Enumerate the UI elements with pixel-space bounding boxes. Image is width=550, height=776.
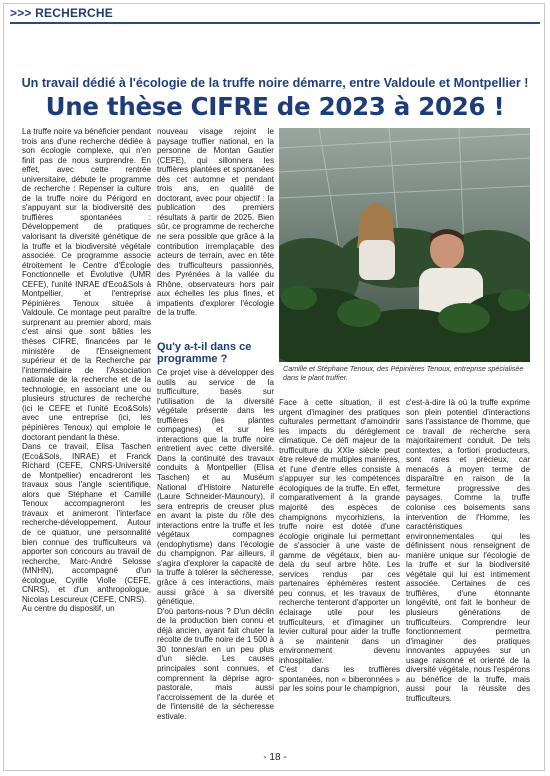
paragraph: c'est-à-dire là où la truffe exprime son plein potentiel d'interactions sans l'assistance de l'homme, que ce travail de recherche sera majoritairement conduit. De tels contextes, a fortiori producteurs, sont rares et précieux, car menacés à moyen terme de disparaître en raison de la fermeture progressive des paysages. Comme la truffe colonise ces boisements sans intervention de l'Homme, les caractéristiques environnementales qui les définissent nous renseignent de manière unique sur l'écologie de la truffe et sur la biodiversité végétale qui lui est intimement associée. Certaines de ces truffières, d'une étonnante longévité, ont fait le bonheur de plusieurs générations de trufficulteurs. Comprendre leur fonctionnement permettra d'imaginer des pratiques innovantes appuyées sur un usage raisonné et orienté de la diversité végétale, nous l'espérons au bénéfice de la truffe, mais aussi pour la réussite des trufficulteurs. — [406, 398, 530, 703]
paragraph: nouveau visage rejoint le paysage truffier national, en la personne de Montan Gautier (CEFE), qui sillonnera les truffières plantées et spontanées dès cet automne et pendant trois ans, en qualité de doctorant, avec pour objectif : la publication des premiers résultats à partir de 2025. Bien sûr, ce programme de recherche ne sera possible que grâce à la contribution irremplaçable des acteurs de terrain, avec en tête des trufficulteurs passionnés, des Pyrénées à la vallée du Rhône, observateurs hors pair aux échelles les plus fines, et impatients d'explorer l'écologie de la truffe. — [157, 127, 274, 318]
section-label: >>> RECHERCHE — [10, 6, 113, 20]
section-divider — [10, 22, 540, 24]
subheading: Qu'y a-t-il dans ce programme ? — [157, 341, 252, 365]
column-2-top — [157, 127, 274, 342]
paragraph: Au centre du dispositif, un — [22, 604, 115, 614]
article-photo — [279, 128, 530, 362]
paragraph: Face à cette situation, il est urgent d'imaginer des pratiques culturales permettant d'amoindrir les impacts du dérèglement climatique. Ce défi majeur de la trufficulture du XXIe siècle peut être relevé de multiples manières, et l'une d'entre elles consiste à s'appuyer sur les compétences écologiques de la truffe. En effet, comparativement à la grande majorité des espèces de champignons mycorhiziens, la truffe noire est dotée d'une écologie originale lui permettant de s'associer à une vaste de gamme de végétaux, bien au-delà du seul arbre hôte. Les services rendus par ces partenaires éphémères restent peu connus, et les travaux de recherche tenteront d'apporter un éclairage utile pour les trufficulteurs, et d'imaginer un levier cultural pour aider la truffe à se maintenir dans un environnement devenu inhospitalier. — [279, 398, 400, 665]
paragraph: Ce projet vise à développer des outils au service de la trufficulture, basés sur l'utilisation de la diversité végétale présente dans les truffières (les plantes compagnes) et sur les interactions que la truffe noire entretient avec cette diversité. Dans la continuité des travaux conduits à Montpellier (Elisa Taschen) et au Muséum National d'Histoire Naturelle (Laure Schneider-Maunoury), il sera entrepris de creuser plus en avant la piste du rôle des interactions entre la truffe et les végétaux compagnes (endophytisme) dans l'écologie du champignon. Par ailleurs, il s'agira d'explorer la capacité de la truffe à tolérer la sécheresse, grâce à ces interactions, mais aussi grâce à sa diversité génétique. — [157, 368, 274, 607]
article-headline: Une thèse CIFRE de 2023 à 2026 ! — [45, 92, 505, 121]
column-3 — [279, 398, 400, 744]
paragraph: D'où partons-nous ? D'un déclin de la production bien connu et déjà ancien, ayant fait chuter la récolte de truffe noire de 1 500 à 30 tonnes/an en un peu plus d'un siècle. Les causes principales sont connues, et comprennent la déprise agro-pastorale, mais aussi l'accroissement de la durée et de l'intensité de la sécheresse estivale. — [157, 606, 274, 721]
paragraph: La truffe noire va bénéficier pendant trois ans d'une recherche dédiée à son écologie complexe, qui n'en finit pas de nous surprendre. En effet, avec cette rentrée universitaire, débute le programme de recherche : Repenser la culture de la truffe noire du Périgord en s'appuyant sur la biodiversité des truffières spontanées : Développement de pratiques valorisant la diversité génétique de la truffe et la biodiversité végétale associée. Ce programme associe étroitement le Centre d'Écologie Fonctionnelle et Évolutive (UMR CEFE), l'unité INRAE d'Eco&Sols à Montpellier, et l'entreprise Pépinières Tenoux située à Valdoule. Ce montage peut paraître surprenant au premier abord, mais c'est ainsi que sont bâties les thèses CIFRE, financées par le ministère de l'Enseignement supérieur et de la Recherche par l'intermédiaire de l'Association nationale de la recherche et de la technologie, en associant une ou plusieurs structures de recherche (ici le CEFE et l'unité Eco&Sols) avec une entreprise (ici, les pépinières Tenoux) qui emploie le doctorant pendant la thèse. — [22, 127, 151, 442]
paragraph: C'est dans les truffières spontanées, non « biberonnées » par les soins pour le champignon, — [279, 665, 400, 694]
paragraph: Dans ce travail, Elisa Taschen (Eco&Sols, INRAE) et Franck Richard (CEFE, CNRS-Université de Montpellier) encadreront les travaux sous l'angle scientifique, alors que Stéphane et Camille Tenoux accompagneront les travaux et animeront l'interface recherche-développement. Autour de ce quatuor, une personnalité bien connue des trufficulteurs va apporter son concours au travail de recherche, Marc-André Selosse (MNHN), accompagné d'un écologue, Cyrille Violle (CEFE, CNRS), et d'un anthropologue, Nicolas Lescureux (CEFE, CNRS). — [22, 442, 151, 604]
greenhouse-photo-illustration — [279, 128, 530, 362]
column-1 — [22, 127, 151, 744]
column-4 — [406, 398, 530, 744]
article-kicker: Un travail dédié à l'écologie de la truffe noire démarre, entre Valdoule et Montpellier ! — [21, 76, 529, 90]
column-2-bottom — [157, 368, 274, 744]
photo-caption: Camille et Stéphane Tenoux, des Pépinières Tenoux, entreprise spécialisée dans le plant truffier. — [283, 364, 524, 382]
page-number: - 18 - — [263, 752, 287, 763]
